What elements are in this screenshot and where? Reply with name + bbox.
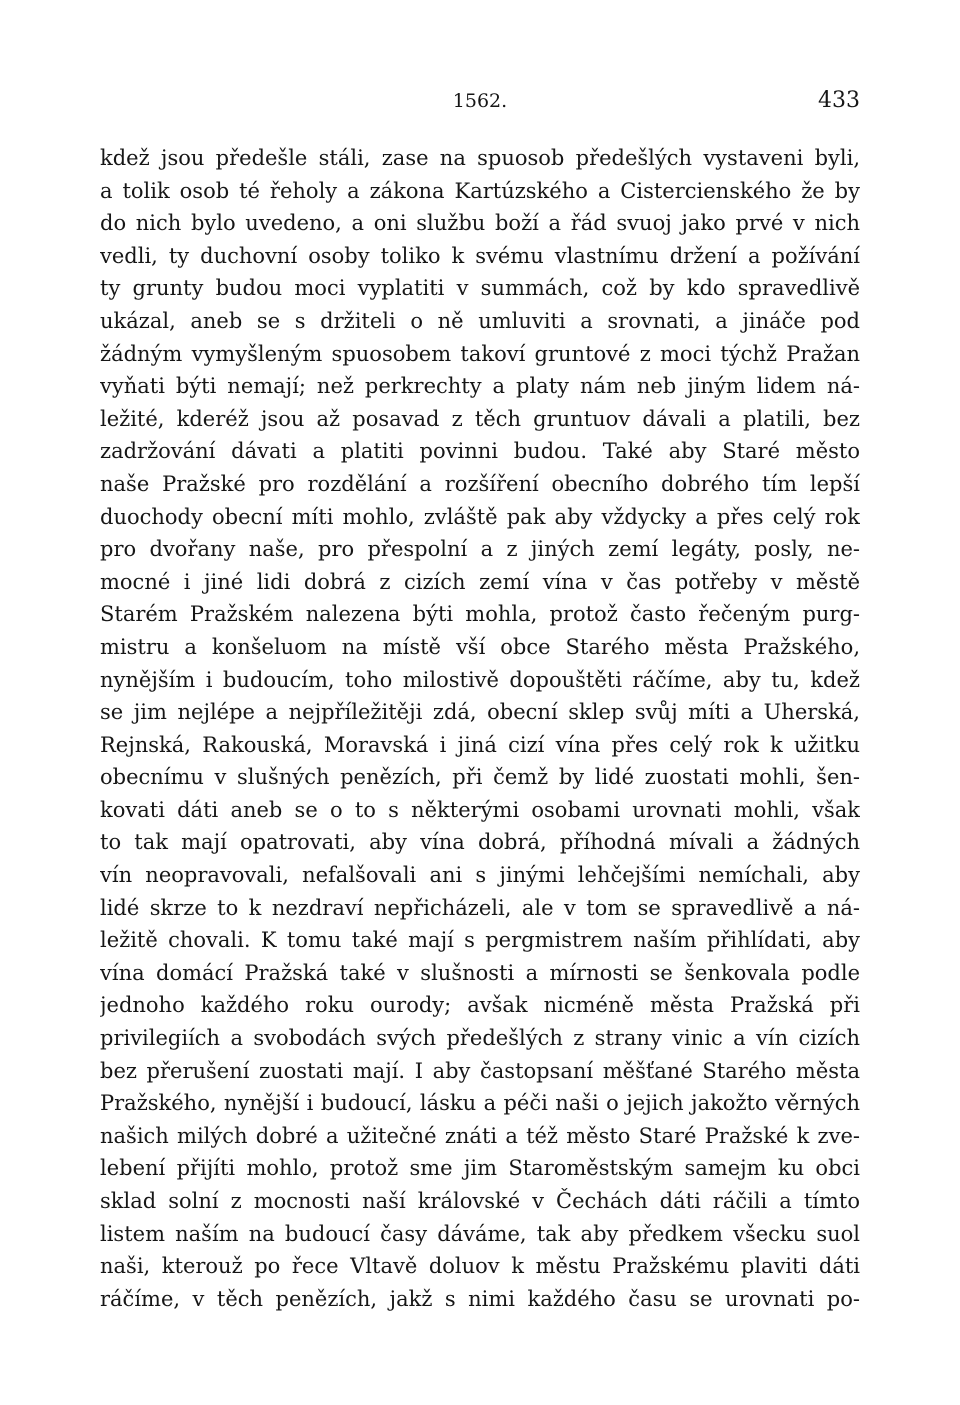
text-line: našich milých dobré a užitečné znáti a též město Staré Pražské k zve- — [100, 1123, 860, 1148]
text-line: ty grunty budou moci vyplatiti v summách, což by kdo spravedlivě — [100, 276, 860, 301]
text-line: sklad solní z mocnosti naší královské v Čechách dáti ráčili a tímto — [100, 1189, 860, 1213]
text-line: mocné i jiné lidi dobrá z cizích zemí vína v čas potřeby v městě — [100, 569, 860, 594]
text-line: naši, kterouž po řece Vltavě doluov k městu Pražskému plaviti dáti — [100, 1254, 860, 1279]
text-line: kovati dáti aneb se o to s některými osobami urovnati mohli, však — [100, 797, 860, 822]
header-year: 1562. — [452, 90, 508, 112]
text-line: ráčíme, v těch penězích, jakž s nimi každého času se urovnati po- — [100, 1286, 860, 1311]
text-line: zadržování dávati a platiti povinni budou. Také aby Staré město — [100, 439, 860, 464]
text-line: a tolik osob té řeholy a zákona Kartúzského a Cistercienského že by — [100, 178, 860, 203]
text-line: kdež jsou předešle stáli, zase na spuosob předešlých vystaveni byli, — [100, 146, 860, 170]
text-line: privilegiích a svobodách svých předešlých z strany vinic a vín cizích — [100, 1026, 860, 1051]
text-line: vín neopravovali, nefalšovali ani s jinými lehčejšími nemíchali, aby — [100, 863, 860, 888]
text-line: lidé skrze to k nezdraví nepřicházeli, ale v tom se spravedlivě a ná- — [100, 895, 860, 920]
text-line: Pražského, nynější i budoucí, lásku a péči naši o jejich jakožto věrných — [100, 1091, 860, 1116]
text-line: žádným vymyšleným spuosobem takoví gruntové z moci týchž Pražan — [100, 341, 860, 366]
text-line: mistru a konšeluom na místě vší obce Starého města Pražského, — [100, 634, 860, 659]
text-line: vyňati býti nemají; než perkrechty a platy nám neb jiným lidem ná- — [100, 374, 860, 399]
text-line: lebení přijíti mohlo, protož sme jim Staroměstským samejm ku obci — [100, 1156, 860, 1181]
text-line: ležité, kderéž jsou až posavad z těch gruntuov dávali a platili, bez — [100, 406, 860, 431]
text-line: vína domácí Pražská také v slušnosti a mírnosti se šenkovala podle — [100, 960, 860, 985]
text-line: Starém Pražském nalezena býti mohla, protož často řečeným purg- — [100, 602, 860, 627]
page-number: 433 — [818, 88, 860, 113]
text-line: nynějším i budoucím, toho milostivě dopouštěti ráčíme, aby tu, kdež — [100, 667, 860, 692]
page-header — [100, 88, 860, 116]
text-line: ležitě chovali. K tomu také mají s pergmistrem naším přihlídati, aby — [100, 928, 860, 953]
text-line: obecnímu v slušných penězích, při čemž by lidé zuostati mohli, šen- — [100, 765, 860, 790]
text-line: do nich bylo uvedeno, a oni službu boží a řád svuoj jako prvé v nich — [100, 211, 860, 236]
text-line: ukázal, aneb se s držiteli o ně umluviti a srovnati, a jináče pod — [100, 308, 860, 333]
text-line: Rejnská, Rakouská, Moravská i jiná cizí vína přes celý rok k užitku — [100, 732, 860, 757]
text-line: vedli, ty duchovní osoby toliko k svému vlastnímu držení a požívání — [100, 243, 860, 268]
text-line: to tak mají opatrovati, aby vína dobrá, příhodná mívali a žádných — [100, 830, 860, 855]
text-line: se jim nejlépe a nejpříležitěji zdá, obecní sklep svůj míti a Uherská, — [100, 700, 860, 725]
text-line: bez přerušení zuostati mají. I aby častopsaní měšťané Starého města — [100, 1058, 860, 1083]
body-text — [100, 142, 860, 1315]
text-line: jednoho každého roku ourody; avšak nicméně města Pražská při — [100, 993, 860, 1018]
text-line: duochody obecní míti mohlo, zvláště pak aby vždycky a přes celý rok — [100, 504, 860, 529]
text-line: pro dvořany naše, pro přespolní a z jiných zemí legáty, posly, ne- — [100, 537, 860, 562]
text-line: listem naším na budoucí časy dáváme, tak aby předkem všecku suol — [100, 1221, 860, 1246]
text-line: naše Pražské pro rozdělání a rozšíření obecního dobrého tím lepší — [100, 471, 860, 496]
